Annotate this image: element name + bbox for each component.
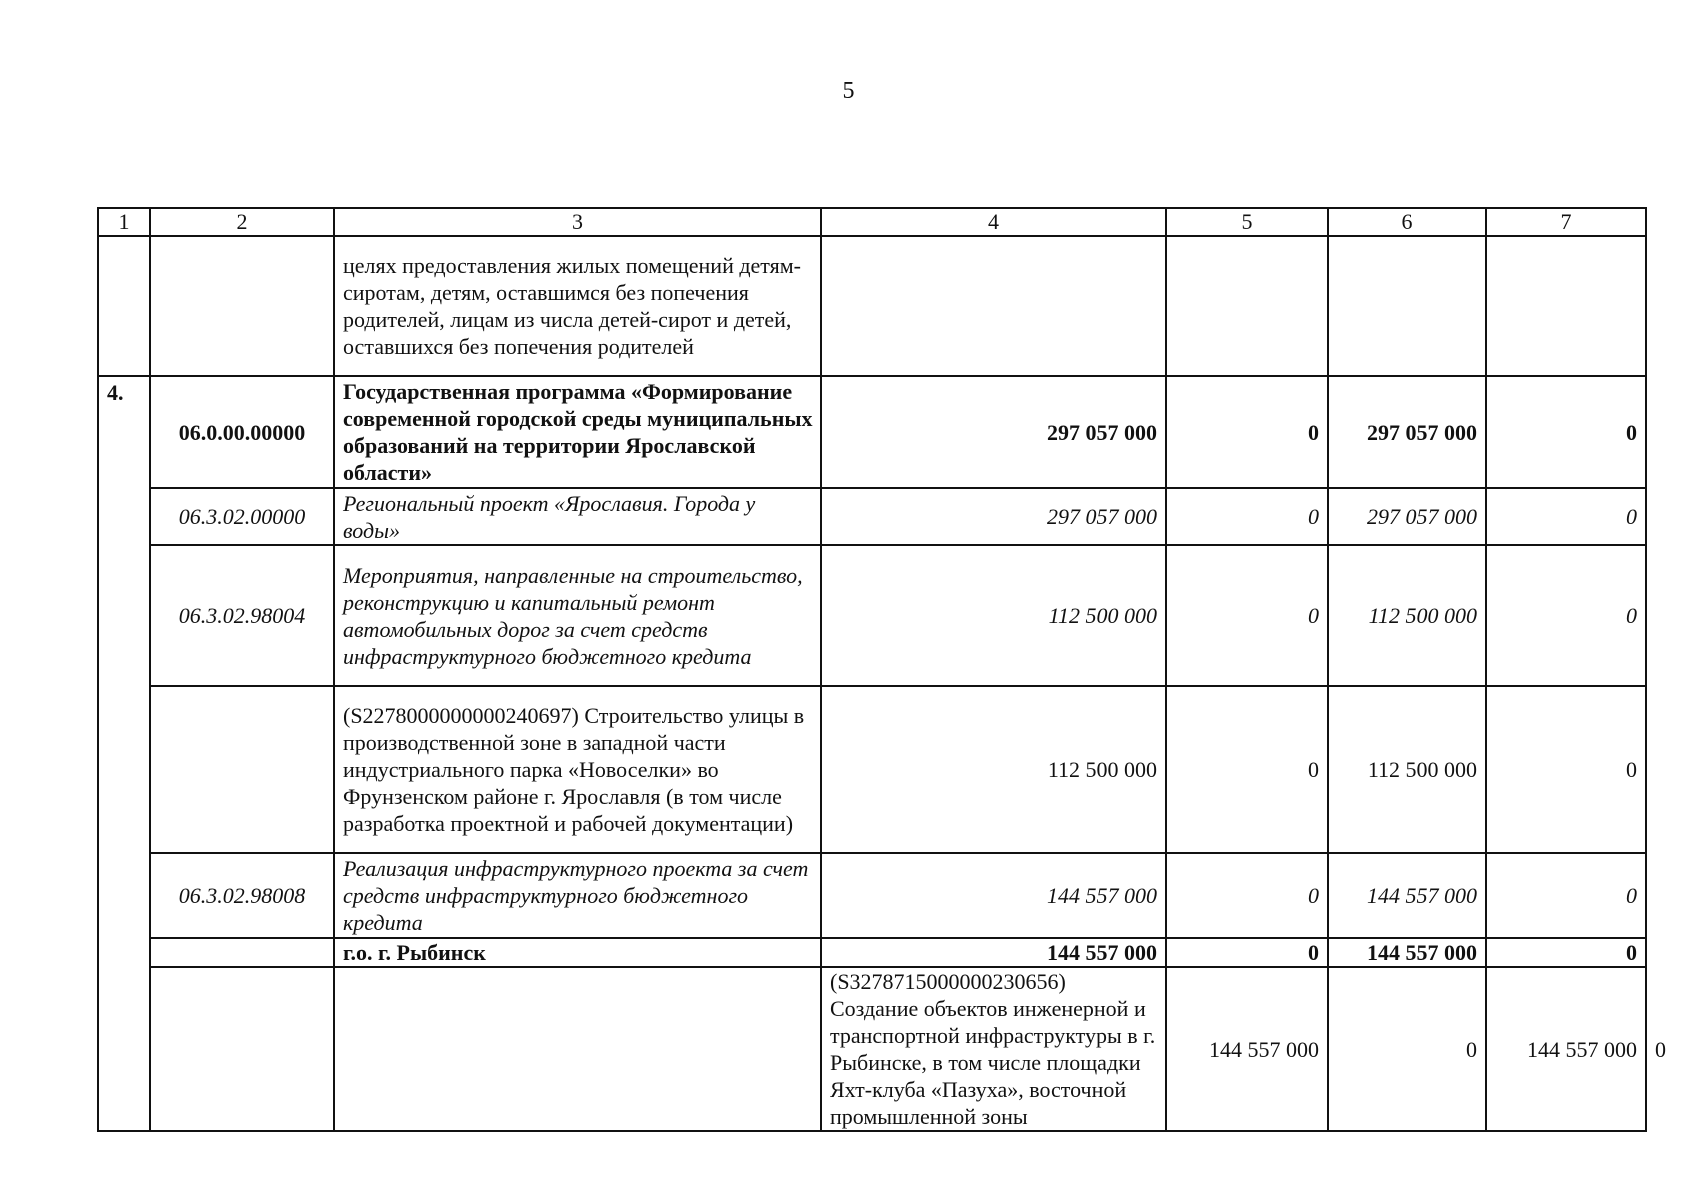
column-4-cell: 112 500 000: [821, 686, 1166, 853]
column-7-cell: 0: [1486, 938, 1646, 967]
table-row: [98, 488, 1646, 545]
column-5-cell: 0: [1166, 853, 1328, 938]
page-number: 5: [842, 78, 855, 104]
code-cell: [334, 967, 821, 1131]
column-number-header: 6: [1328, 208, 1486, 236]
column-5-cell: 0: [1166, 376, 1328, 488]
column-6-cell: 112 500 000: [1328, 545, 1486, 686]
table-row: [98, 376, 1646, 488]
column-4-cell: 144 557 000: [821, 853, 1166, 938]
column-7-cell: 0: [1486, 488, 1646, 545]
column-number-header: 7: [1486, 208, 1646, 236]
column-7-cell: 0: [1486, 545, 1646, 686]
column-4-cell: [821, 236, 1166, 376]
column-4-cell: 297 057 000: [821, 488, 1166, 545]
description-cell: г.о. г. Рыбинск: [334, 938, 821, 967]
column-number-header: 4: [821, 208, 1166, 236]
code-cell: 06.0.00.00000: [150, 376, 334, 488]
row-number-cell: [98, 236, 150, 376]
code-cell: 06.3.02.98008: [150, 853, 334, 938]
code-cell: [150, 236, 334, 376]
column-4-cell: 144 557 000: [821, 938, 1166, 967]
column-number-header: 5: [1166, 208, 1328, 236]
description-cell: Государственная программа «Формирование современной городской среды муниципальных образований на территории Ярославской области»: [334, 376, 821, 488]
column-6-cell: 297 057 000: [1328, 376, 1486, 488]
row-number-cell: [150, 967, 334, 1131]
column-6-cell: 112 500 000: [1328, 686, 1486, 853]
column-7-cell: 0: [1486, 686, 1646, 853]
column-number-header: 3: [334, 208, 821, 236]
description-cell: Реализация инфраструктурного проекта за счет средств инфраструктурного бюджетного кредита: [334, 853, 821, 938]
column-6-cell: 144 557 000: [1328, 938, 1486, 967]
column-5-cell: [1166, 236, 1328, 376]
table-row: [98, 938, 1646, 967]
row-number-cell: 4.: [98, 376, 150, 1131]
description-cell: Мероприятия, направленные на строительство, реконструкцию и капитальный ремонт автомобильных дорог за счет средств инфраструктурного бюджетного кредита: [334, 545, 821, 686]
table-row: [98, 236, 1646, 376]
column-5-cell: 0: [1166, 686, 1328, 853]
code-cell: 06.3.02.00000: [150, 488, 334, 545]
column-4-cell: 297 057 000: [821, 376, 1166, 488]
column-4-cell: 112 500 000: [821, 545, 1166, 686]
description-cell: (S3278715000000230656) Создание объектов инженерной и транспортной инфраструктуры в г. Рыбинске, в том числе площадки Яхт-клуба «Пазуха», восточной промышленной зоны: [821, 967, 1166, 1131]
column-number-header: 2: [150, 208, 334, 236]
column-5-cell: 0: [1328, 967, 1486, 1131]
column-number-header: 1: [98, 208, 150, 236]
table-row: [98, 686, 1646, 853]
column-6-cell: [1328, 236, 1486, 376]
description-cell: (S2278000000000240697) Строительство улицы в производственной зоне в западной части индустриального парка «Новоселки» во Фрунзенском районе г. Ярославля (в том числе разработка проектной и рабочей документации): [334, 686, 821, 853]
column-number-header-row: [98, 208, 1646, 236]
code-cell: [150, 686, 334, 853]
column-5-cell: 0: [1166, 938, 1328, 967]
budget-table: [97, 207, 1666, 1132]
column-5-cell: 0: [1166, 545, 1328, 686]
column-7-cell: 0: [1486, 376, 1646, 488]
code-cell: 06.3.02.98004: [150, 545, 334, 686]
description-cell: Региональный проект «Ярославия. Города у воды»: [334, 488, 821, 545]
column-6-cell: 144 557 000: [1486, 967, 1646, 1131]
description-cell: целях предоставления жилых помещений детям-сиротам, детям, оставшимся без попечения родителей, лицам из числа детей-сирот и детей, оставшихся без попечения родителей: [334, 236, 821, 376]
table-row: [98, 545, 1646, 686]
table-row: [98, 853, 1646, 938]
column-5-cell: 0: [1166, 488, 1328, 545]
table-row: (S3278715000000230656) Создание объектов инженерной и транспортной инфраструктуры в г. Рыбинске, в том числе площадки Яхт-клуба «Пазуха», восточной промышленной зоны 144 557 000 0 144 557 000 0: [98, 967, 1646, 1131]
column-7-cell: [1486, 236, 1646, 376]
code-cell: [150, 938, 334, 967]
column-7-cell: 0: [1486, 853, 1646, 938]
column-6-cell: 144 557 000: [1328, 853, 1486, 938]
column-4-cell: 144 557 000: [1166, 967, 1328, 1131]
column-6-cell: 297 057 000: [1328, 488, 1486, 545]
